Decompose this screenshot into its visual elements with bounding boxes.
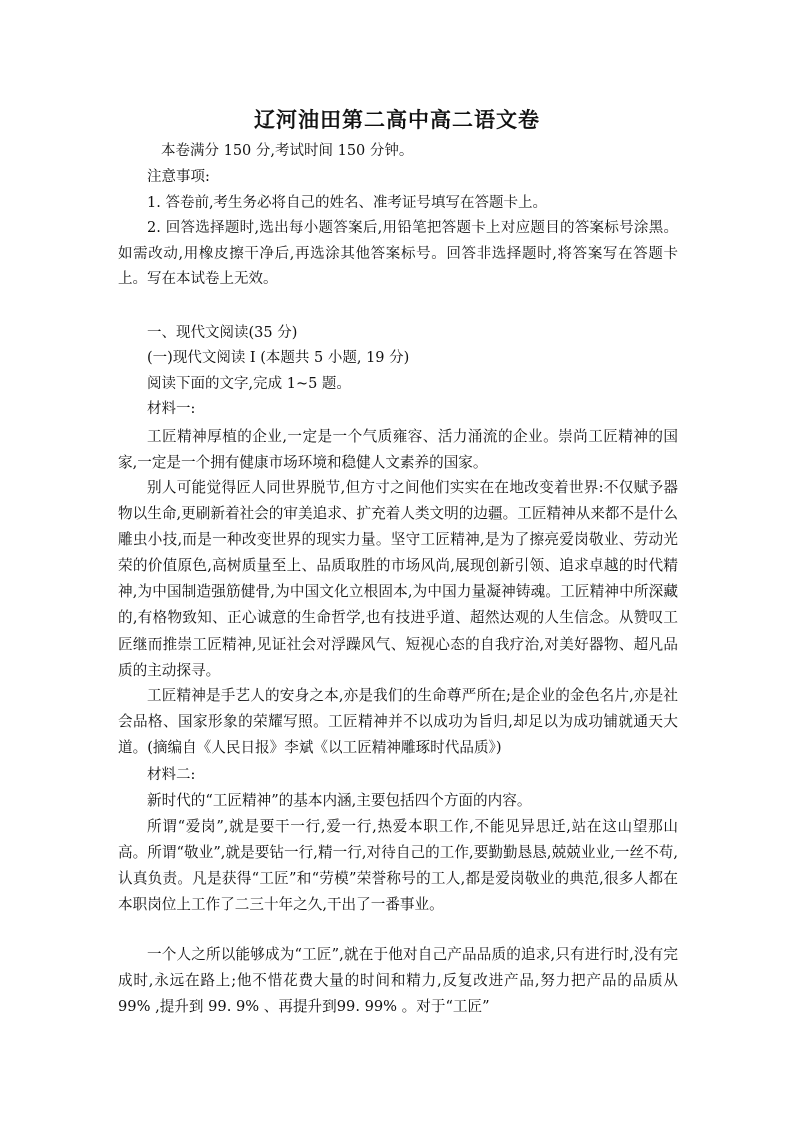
notice-item-1: 1. 答卷前,考生务必将自己的姓名、准考证号填写在答题卡上。 [147, 195, 548, 211]
material-1-label: 材料一: [147, 401, 196, 417]
section-heading: 一、现代文阅读(35 分) [147, 325, 298, 341]
notice-heading: 注意事项: [147, 169, 210, 185]
reading-instruction: 阅读下面的文字,完成 1~5 题。 [147, 376, 351, 392]
notice-item-2: 2. 回答选择题时,选出每小题答案后,用铅笔把答题卡上对应题目的答案标号涂黑。如需改动,用橡皮擦干净后,再选涂其他答案标号。回答非选择题时,将答案写在答题卡上。写在本试卷上无效。 [118, 220, 678, 288]
material-1-paragraph-2: 别人可能觉得匠人同世界脱节,但方寸之间他们实实在在地改变着世界:不仅赋予器物以生命,更刷新着社会的审美追求、扩充着人类文明的边疆。工匠精神从来都不是什么雕虫小技,而是一种改变世界的现实力量。坚守工匠精神,是为了擦亮爱岗敬业、劳动光荣的价值原色,高树质量至上、品质取胜的市场风尚,展现创新引领、追求卓越的时代精神,为中国制造强筋健骨,为中国文化立根固本,为中国力量凝神铸魂。工匠精神中所深藏的,有格物致知、正心诚意的生命哲学,也有技进乎道、超然达观的人生信念。从赞叹工匠继而推崇工匠精神,见证社会对浮躁风气、短视心态的自我疗治,对美好器物、超凡品质的主动探寻。 [118, 479, 678, 679]
material-2-label: 材料二: [147, 767, 196, 783]
material-2-paragraph-3: 一个人之所以能够成为“工匠”,就在于他对自己产品品质的追求,只有进行时,没有完成时,永远在路上;他不惜花费大量的时间和精力,反复改进产品,努力把产品的品质从 99% ,提升到 99. 9% 、再提升到99. 99% 。对于“工匠” [118, 946, 678, 1016]
material-1-paragraph-1: 工匠精神厚植的企业,一定是一个气质雍容、活力涌流的企业。崇尚工匠精神的国家,一定是一个拥有健康市场环境和稳健人文素养的国家。 [118, 428, 678, 472]
material-2-paragraph-2: 所谓“爱岗”,就是要干一行,爱一行,热爱本职工作,不能见异思迁,站在这山望那山高。所谓“敬业”,就是要钻一行,精一行,对待自己的工作,要勤勤恳恳,兢兢业业,一丝不苟,认真负责。凡是获得“工匠”和“劳模”荣誉称号的工人,都是爱岗敬业的典范,很多人都在本职岗位上工作了二三十年之久,干出了一番事业。 [118, 818, 678, 914]
material-1-paragraph-3: 工匠精神是手艺人的安身之本,亦是我们的生命尊严所在;是企业的金色名片,亦是社会品格、国家形象的荣耀写照。工匠精神并不以成功为旨归,却足以为成功铺就通天大道。(摘编自《人民日报》李斌《以工匠精神雕琢时代品质》) [118, 687, 678, 757]
material-2-paragraph-1: 新时代的“工匠精神”的基本内涵,主要包括四个方面的内容。 [147, 792, 532, 809]
score-time-line: 本卷满分 150 分,考试时间 150 分钟。 [161, 143, 414, 159]
exam-title: 辽河油田第二高中高二语文卷 [254, 108, 540, 132]
section-subheading: (一)现代文阅读 Ⅰ (本题共 5 小题, 19 分) [147, 350, 410, 366]
